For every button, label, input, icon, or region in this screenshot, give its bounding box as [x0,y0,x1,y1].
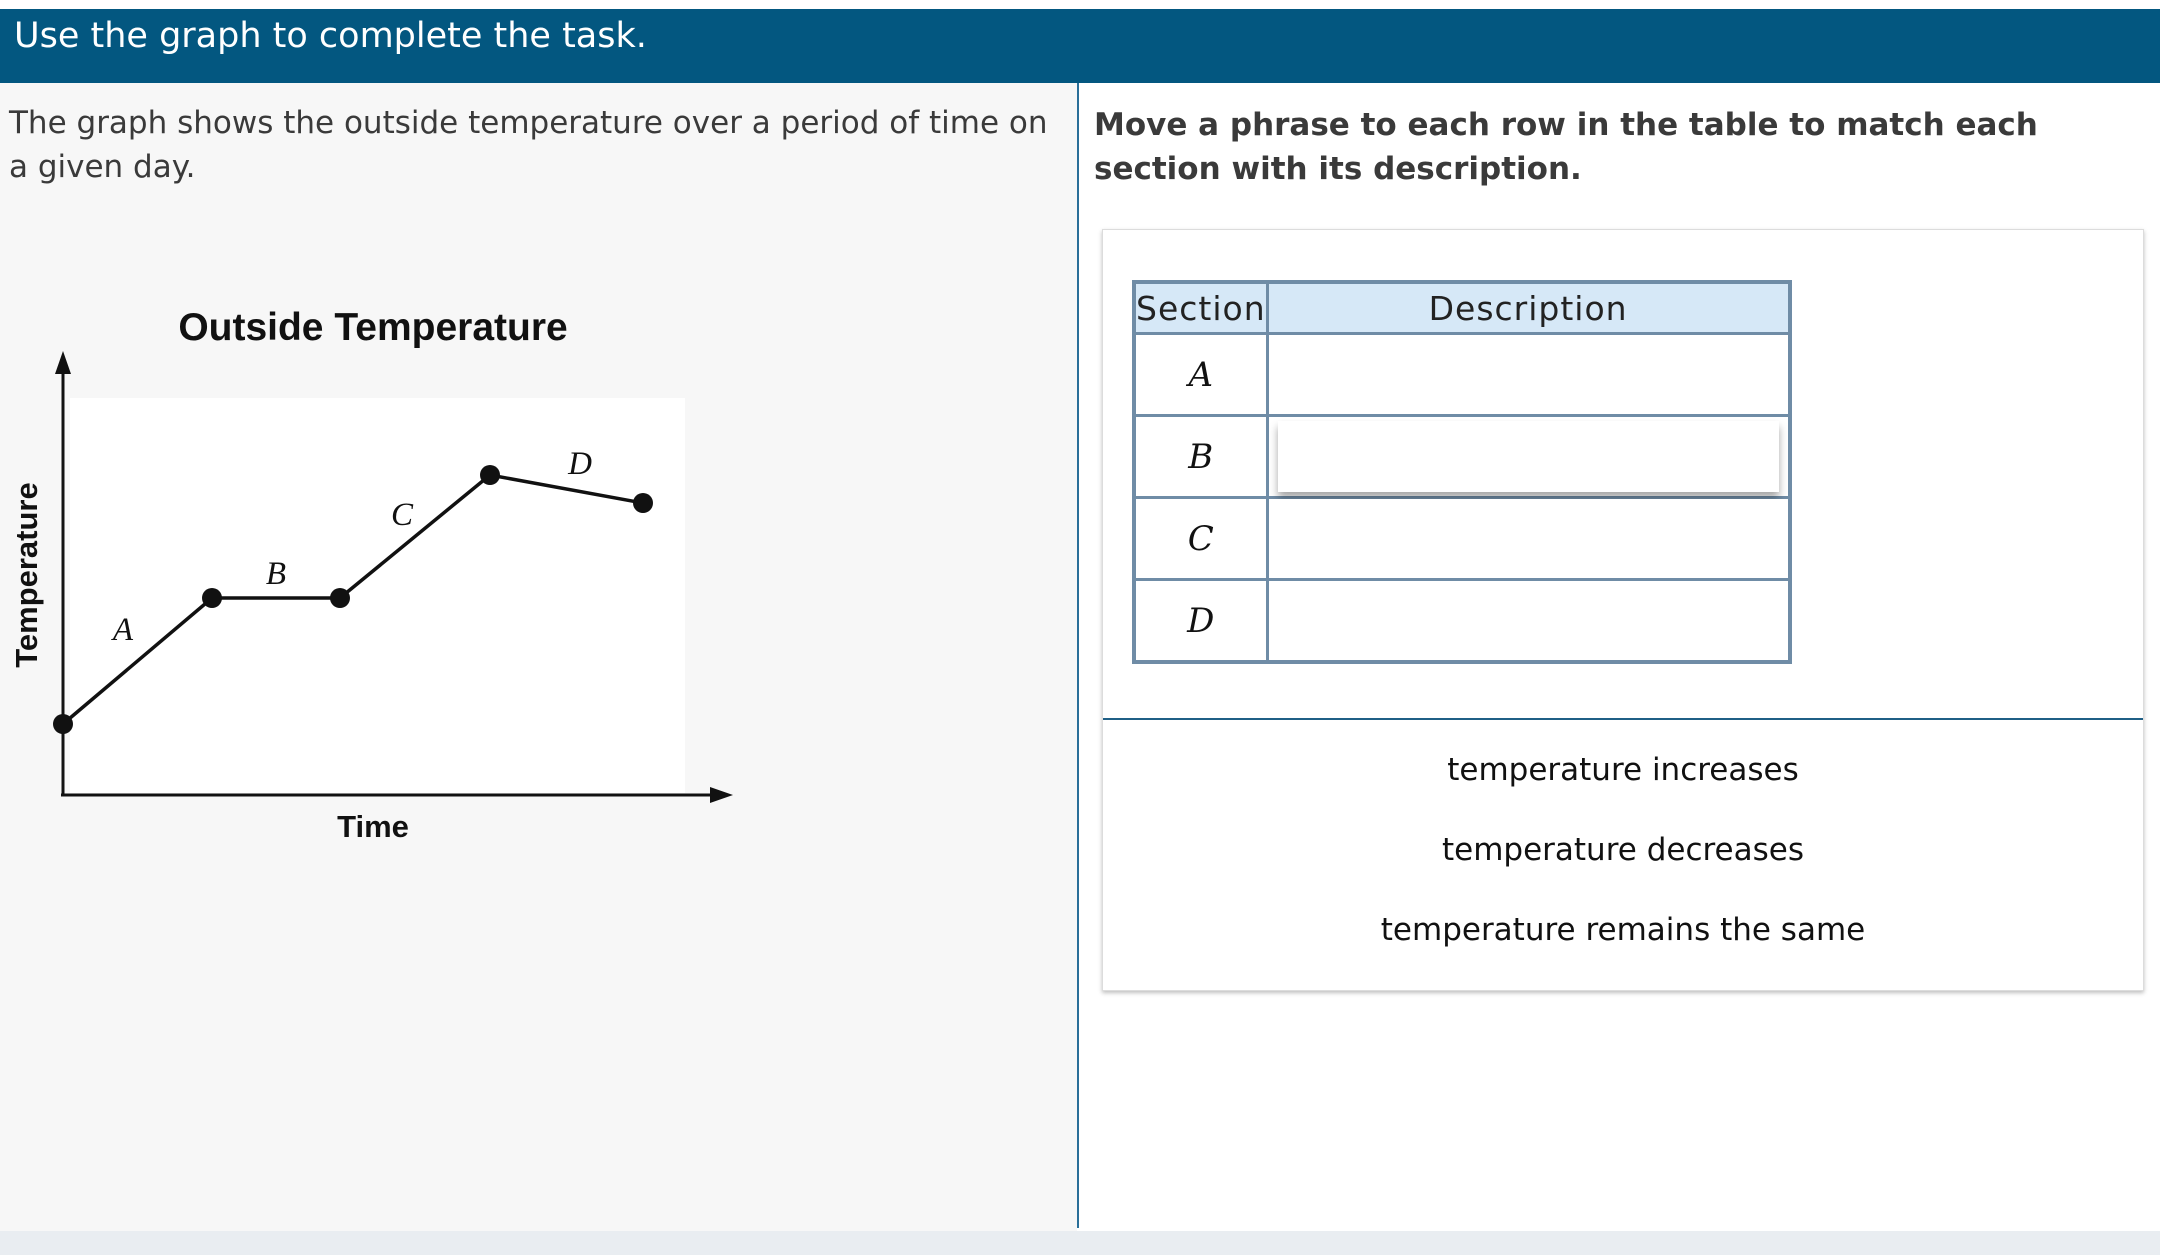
data-point [480,465,500,485]
table-header-row [1134,282,1790,334]
choice-temperature-remains-same[interactable]: temperature remains the same [1380,912,1866,948]
prompt-text: Move a phrase to each row in the table to match each section with its description. [1094,107,2038,187]
section-cell-d: D [1134,580,1267,663]
task-header-title: Use the graph to complete the task. [14,16,647,56]
plot-area [70,398,685,793]
x-axis-arrow [710,787,733,803]
description-drop-zone-c[interactable] [1267,498,1790,580]
top-strip [0,0,2160,9]
y-axis-label: Temperature [9,482,44,668]
section-label-a: A [112,612,134,648]
choice-temperature-increases[interactable]: temperature increases [1447,752,1799,788]
section-cell-b: B [1134,416,1267,498]
temperature-graph [0,223,760,863]
section-cell-c: C [1134,498,1267,580]
choice-temperature-decreases[interactable]: temperature decreases [1441,832,1804,868]
section-label-c: C [390,497,414,533]
description-drop-zone-a[interactable] [1267,334,1790,416]
table-row [1134,416,1790,498]
data-point [330,588,350,608]
data-point [202,588,222,608]
table-row [1134,334,1790,416]
table-row [1134,498,1790,580]
description-drop-zone-b[interactable] [1267,416,1790,498]
section-label-b: B [265,556,287,592]
graph-title: Outside Temperature [178,306,568,349]
y-axis-arrow [55,351,71,374]
stimulus-text: The graph shows the outside temperature over a period of time on a given day. [9,105,1048,185]
description-column-header: Description [1267,282,1790,334]
drop-target-highlight[interactable] [1278,421,1779,492]
match-table [1132,280,1792,664]
x-axis-label: Time [337,809,409,844]
task-header [0,9,2160,83]
section-column-header: Section [1134,282,1267,334]
section-label-d: D [568,446,592,482]
table-row [1134,580,1790,663]
stimulus-pane [0,83,1077,1231]
match-panel [1102,229,2144,991]
response-pane [1079,83,2160,1231]
data-point [53,714,73,734]
section-cell-a: A [1134,334,1267,416]
phrase-choices [1103,740,2143,980]
data-point [633,493,653,513]
choices-divider [1103,718,2143,720]
description-drop-zone-d[interactable] [1267,580,1790,663]
